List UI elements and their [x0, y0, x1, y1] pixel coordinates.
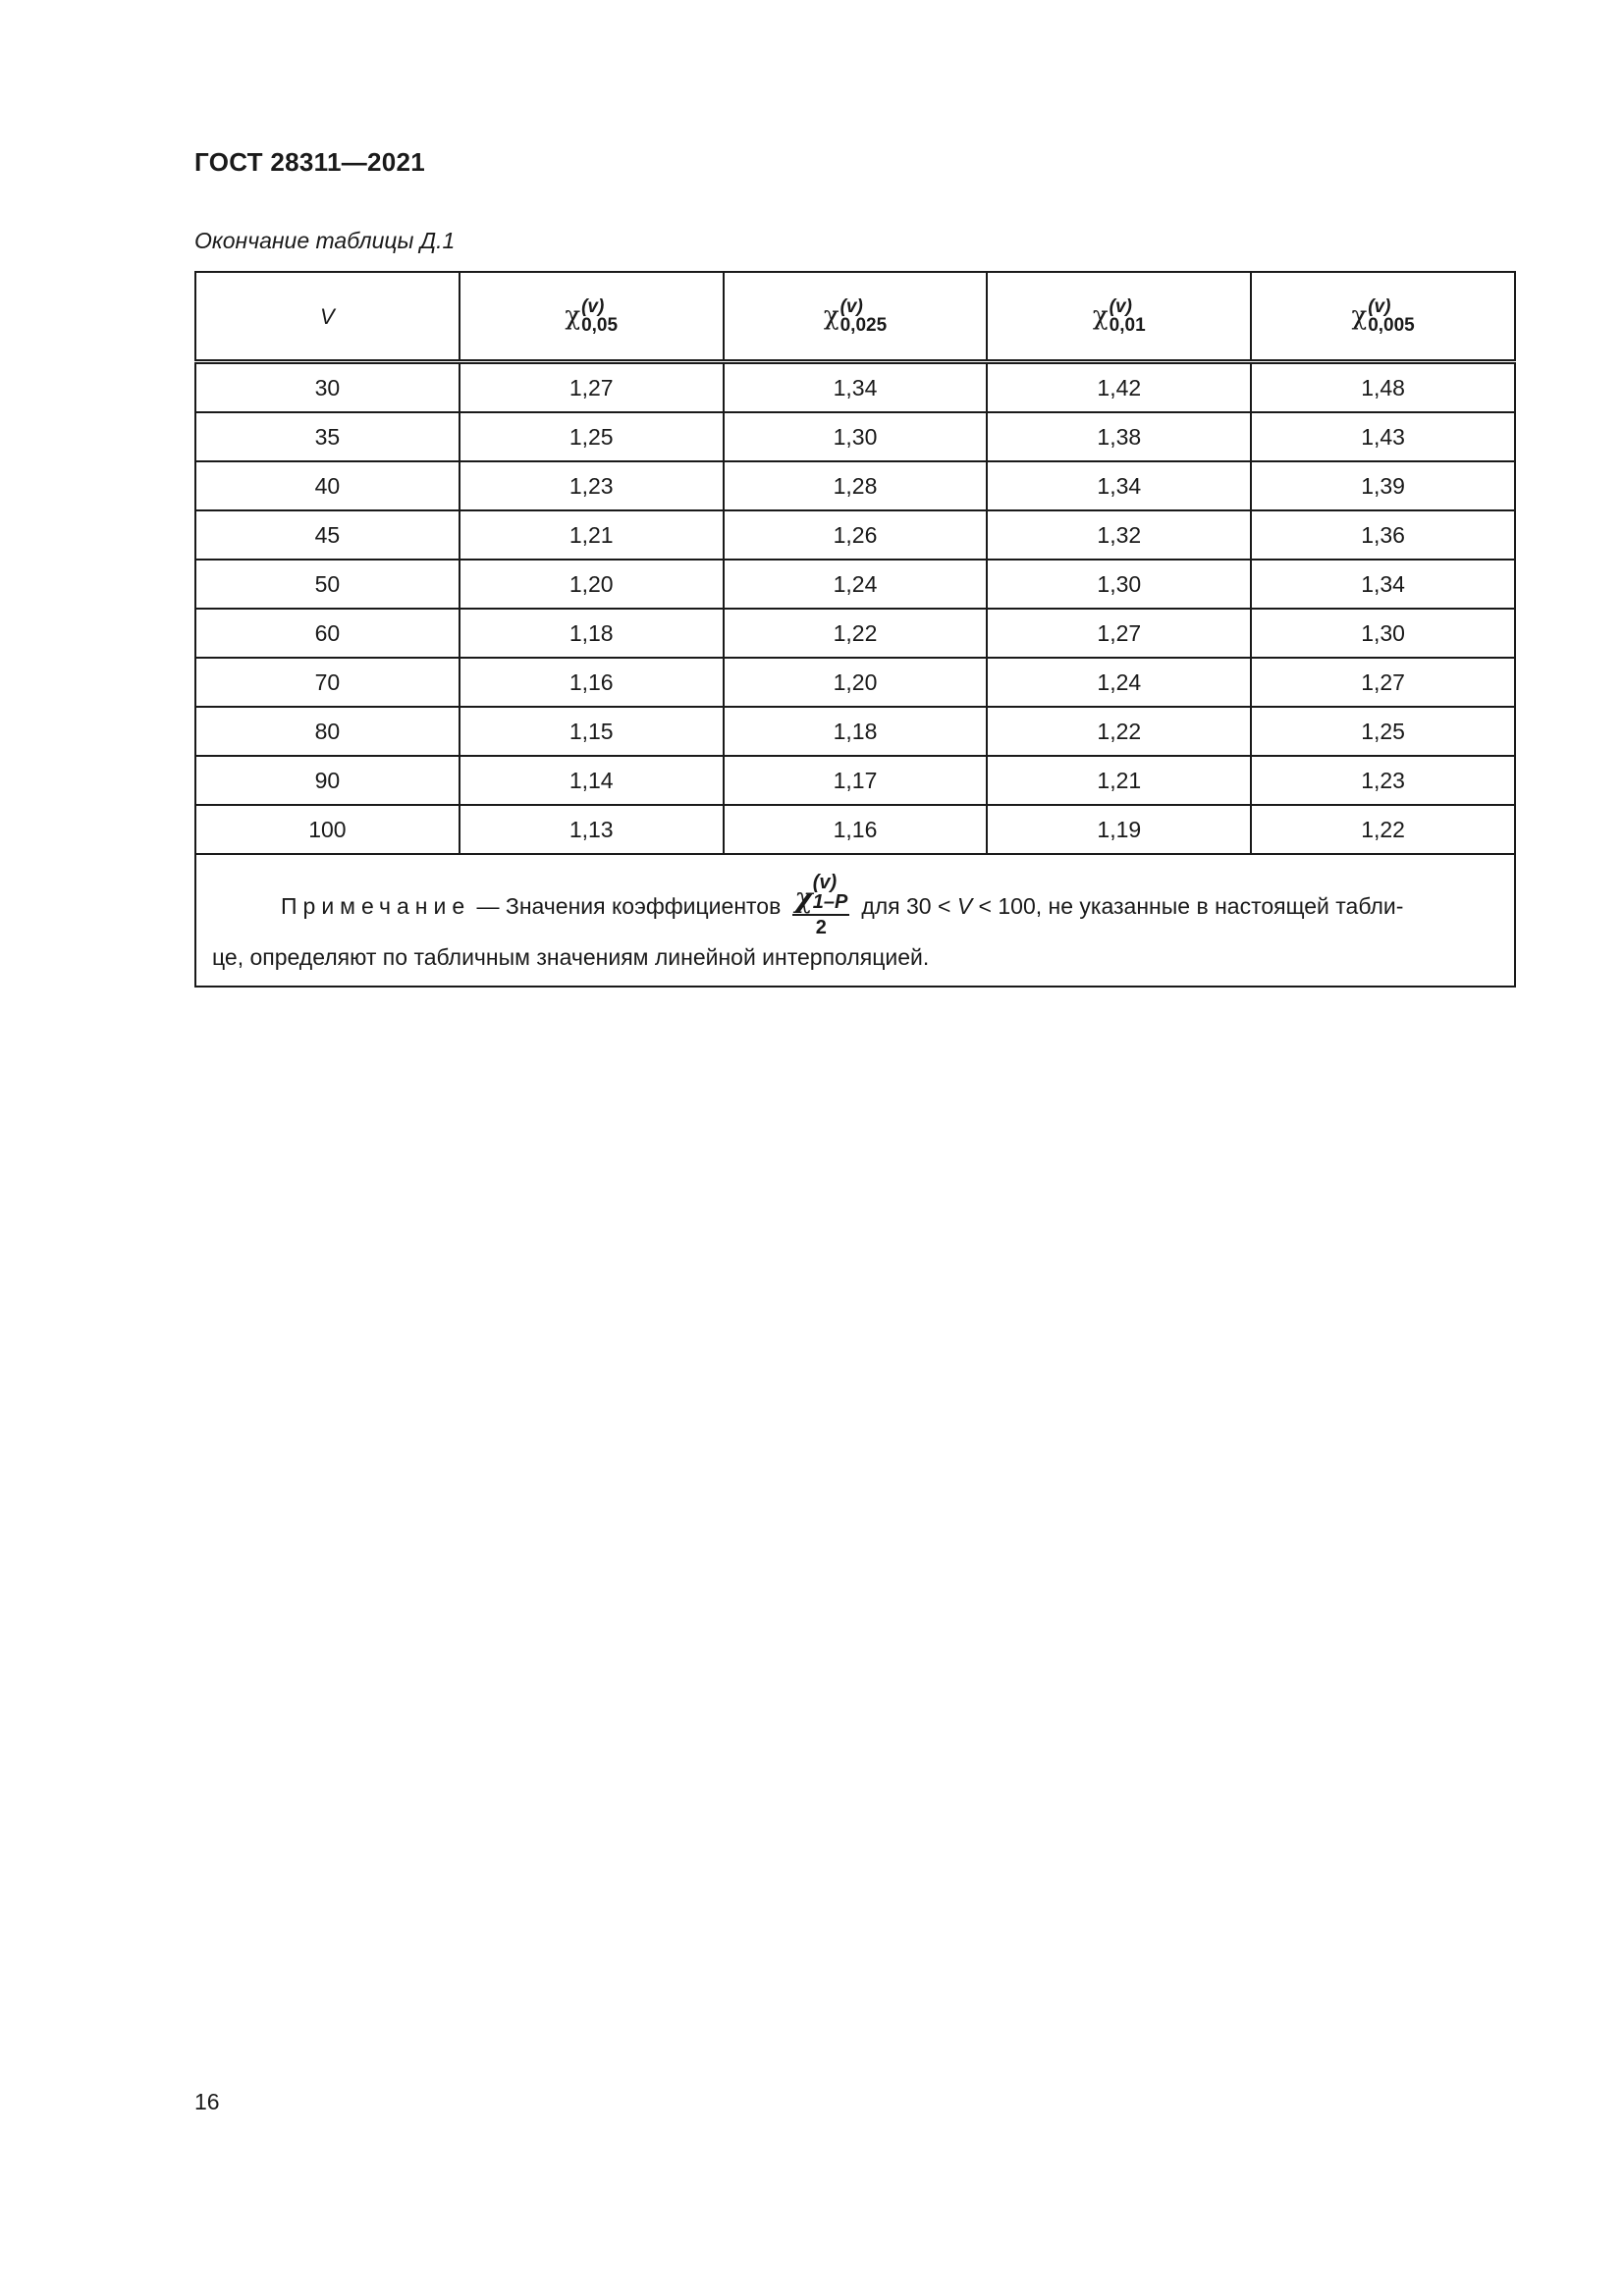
table-header — [195, 272, 1515, 362]
chi-subscript: 0,005 — [1368, 315, 1415, 336]
coefficient-cell: 1,21 — [987, 756, 1251, 805]
coefficient-cell: 1,25 — [1251, 707, 1515, 756]
coefficient-cell: 1,39 — [1251, 461, 1515, 510]
coefficient-cell: 1,36 — [1251, 510, 1515, 560]
row-v-value: 90 — [195, 756, 460, 805]
coefficient-cell: 1,30 — [987, 560, 1251, 609]
chi-superscript: (v) — [839, 296, 863, 317]
table-caption: Окончание таблицы Д.1 — [194, 228, 456, 253]
note-label: Примечание — [281, 892, 471, 919]
coefficient-cell: 1,14 — [460, 756, 724, 805]
chi-letter: χ — [565, 301, 581, 331]
coefficient-cell: 1,34 — [987, 461, 1251, 510]
chi-subscript: 0,01 — [1109, 315, 1146, 336]
chi-square-symbol — [1093, 297, 1146, 335]
table-row — [195, 412, 1515, 461]
row-v-value: 70 — [195, 658, 460, 707]
formula-subscript: 1–P — [812, 891, 848, 913]
chi-letter: χ — [1092, 301, 1109, 331]
coefficient-cell: 1,18 — [724, 707, 988, 756]
table-row — [195, 362, 1515, 413]
coefficient-cell: 1,32 — [987, 510, 1251, 560]
coefficient-cell: 1,43 — [1251, 412, 1515, 461]
row-v-value: 100 — [195, 805, 460, 854]
note-text-mid-1: для 30 < — [861, 892, 951, 919]
coefficient-cell: 1,23 — [460, 461, 724, 510]
coefficient-cell: 1,22 — [1251, 805, 1515, 854]
coefficient-cell: 1,26 — [724, 510, 988, 560]
header-cell — [460, 272, 724, 362]
table-row — [195, 756, 1515, 805]
row-v-value: 45 — [195, 510, 460, 560]
header-cell — [195, 272, 460, 362]
row-v-value: 30 — [195, 362, 460, 413]
coefficient-cell: 1,19 — [987, 805, 1251, 854]
coefficient-cell: 1,15 — [460, 707, 724, 756]
coefficient-cell: 1,18 — [460, 609, 724, 658]
coefficient-cell: 1,27 — [1251, 658, 1515, 707]
header-cell — [724, 272, 988, 362]
coefficient-cell: 1,27 — [987, 609, 1251, 658]
coefficient-cell: 1,25 — [460, 412, 724, 461]
note-formula — [792, 873, 849, 939]
coefficient-cell: 1,16 — [724, 805, 988, 854]
row-v-value: 35 — [195, 412, 460, 461]
coefficient-cell: 1,28 — [724, 461, 988, 510]
table-row — [195, 510, 1515, 560]
chi-subscript: 0,05 — [581, 315, 619, 336]
coefficient-table — [194, 271, 1516, 988]
chi-square-symbol — [824, 297, 887, 335]
coefficient-cell: 1,48 — [1251, 362, 1515, 413]
coefficient-cell: 1,21 — [460, 510, 724, 560]
coefficient-cell: 1,23 — [1251, 756, 1515, 805]
coefficient-cell: 1,38 — [987, 412, 1251, 461]
row-v-value: 80 — [195, 707, 460, 756]
coefficient-cell: 1,17 — [724, 756, 988, 805]
coefficient-cell: 1,34 — [1251, 560, 1515, 609]
coefficient-cell: 1,27 — [460, 362, 724, 413]
coefficient-cell: 1,20 — [724, 658, 988, 707]
formula-numerator — [792, 873, 849, 916]
table-row — [195, 805, 1515, 854]
row-v-value: 40 — [195, 461, 460, 510]
page-number: 16 — [194, 2089, 220, 2114]
chi-superscript: (v) — [581, 296, 605, 317]
header-row — [195, 272, 1515, 362]
formula-superscript: (v) — [812, 872, 838, 893]
note-row — [195, 854, 1515, 987]
coefficient-cell: 1,22 — [724, 609, 988, 658]
coefficient-cell: 1,20 — [460, 560, 724, 609]
table-row — [195, 658, 1515, 707]
coefficient-cell: 1,16 — [460, 658, 724, 707]
chi-superscript: (v) — [1109, 296, 1132, 317]
chi-superscript: (v) — [1368, 296, 1391, 317]
row-v-value: 60 — [195, 609, 460, 658]
coefficient-cell: 1,24 — [987, 658, 1251, 707]
coefficient-cell: 1,42 — [987, 362, 1251, 413]
note-text-mid-2: < 100, не указанные в настоящей табли- — [978, 892, 1404, 919]
coefficient-cell: 1,34 — [724, 362, 988, 413]
header-variable: V — [320, 303, 335, 329]
header-cell — [987, 272, 1251, 362]
table-row — [195, 707, 1515, 756]
chi-square-symbol — [565, 297, 618, 335]
row-v-value: 50 — [195, 560, 460, 609]
coefficient-cell: 1,13 — [460, 805, 724, 854]
chi-letter: χ — [823, 301, 839, 331]
coefficient-cell: 1,30 — [724, 412, 988, 461]
table-body — [195, 362, 1515, 855]
document-code: ГОСТ 28311—2021 — [194, 147, 426, 177]
note-cell — [195, 854, 1515, 987]
table-note-section — [195, 854, 1515, 987]
coefficient-cell: 1,30 — [1251, 609, 1515, 658]
note-variable: V — [956, 892, 973, 919]
table-row — [195, 609, 1515, 658]
table-row — [195, 461, 1515, 510]
coefficient-cell: 1,24 — [724, 560, 988, 609]
coefficient-cell: 1,22 — [987, 707, 1251, 756]
note-line-2: це, определяют по табличным значениям линейной интерполяцией. — [212, 944, 930, 970]
chi-subscript: 0,025 — [839, 315, 888, 336]
note-text-before: — Значения коэффициентов — [470, 892, 782, 919]
table-row — [195, 560, 1515, 609]
chi-square-symbol — [1351, 297, 1414, 335]
formula-chi-symbol: χ — [794, 881, 813, 914]
formula-denominator: 2 — [815, 917, 827, 938]
note-line-1 — [212, 873, 1498, 939]
chi-letter: χ — [1351, 301, 1368, 331]
header-cell — [1251, 272, 1515, 362]
